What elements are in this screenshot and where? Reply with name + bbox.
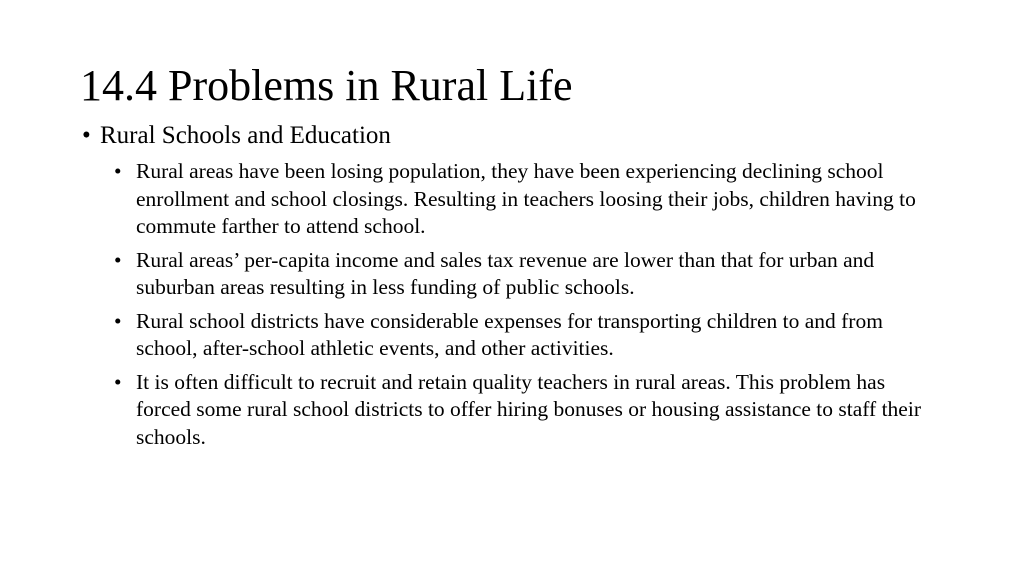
list-item (114, 308, 944, 363)
list-item-text: Rural areas have been losing population, they have been experiencing declining school enrollment and school closings. Resulting in teachers loosing their jobs, children having to commute farther to attend school. (136, 159, 916, 238)
list-item (114, 158, 944, 241)
section-heading-row (82, 121, 962, 151)
list-item-text: Rural areas’ per-capita income and sales tax revenue are lower than that for urban and suburban areas resulting in less funding of public schools. (136, 247, 875, 299)
slide-title: 14.4 Problems in Rural Life (80, 61, 573, 110)
sub-bullet-list (114, 158, 944, 457)
section-heading: Rural Schools and Education (100, 122, 391, 149)
list-item (114, 369, 944, 452)
bullet-icon: • (82, 122, 91, 149)
list-item-text: It is often difficult to recruit and retain quality teachers in rural areas. This problem has forced some rural school districts to offer hiring bonuses or housing assistance to staff their schools. (136, 369, 921, 449)
list-item-text: Rural school districts have considerable expenses for transporting children to and from school, after-school athletic events, and other activities. (136, 308, 883, 360)
bullet-icon: • (114, 308, 122, 333)
bullet-icon: • (114, 247, 122, 272)
bullet-icon: • (114, 369, 122, 394)
list-item (114, 247, 944, 302)
bullet-icon: • (114, 159, 122, 183)
